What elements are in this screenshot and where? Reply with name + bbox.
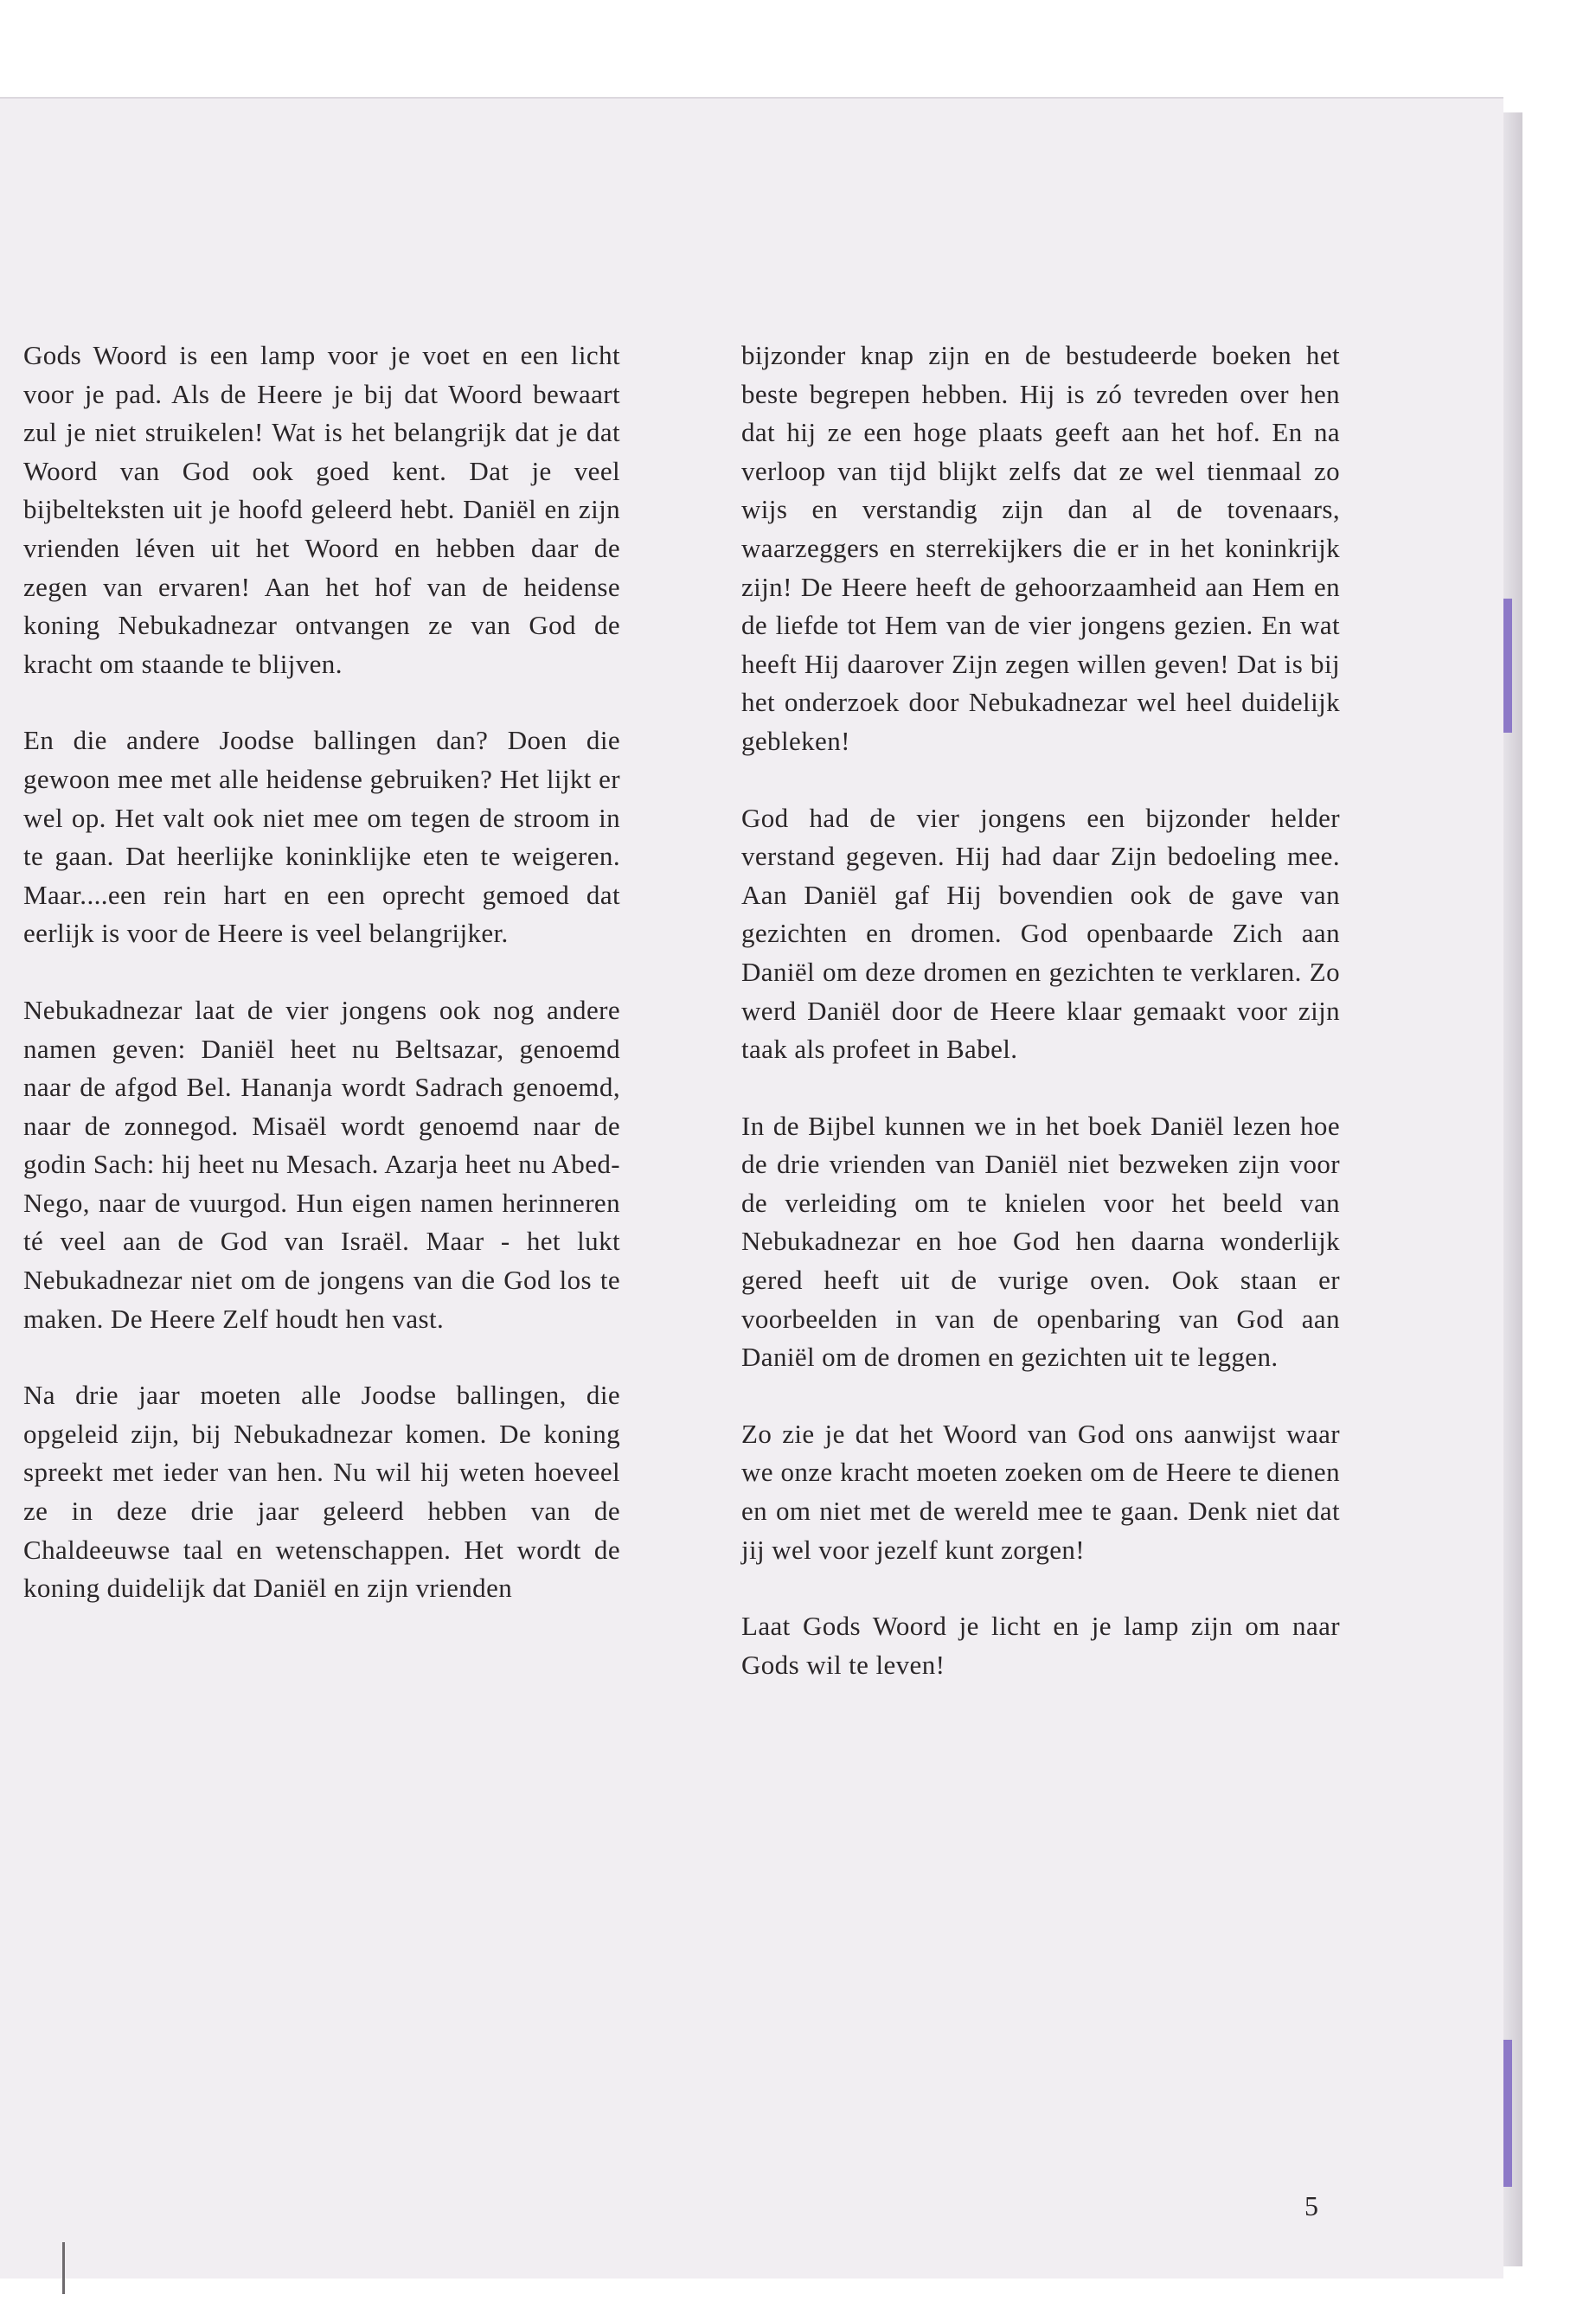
scan-artifact [62,2242,65,2294]
paragraph: Zo zie je dat het Woord van God ons aanwijst waar we onze kracht moeten zoeken om de Heere te dienen en om niet met de wereld mee te gaan. Denk niet dat jij wel voor jezelf kunt zorgen! [741,1418,1340,1565]
paragraph: Laat Gods Woord je licht en je lamp zijn om naar Gods wil te leven! [741,1611,1340,1680]
left-column [23,336,620,1646]
paragraph: Nebukadnezar laat de vier jongens ook nog andere namen geven: Daniël heet nu Beltsazar, genoemd naar de afgod Bel. Hananja wordt Sadrach genoemd, naar de zonnegod. Misaël wordt genoemd naar de godin Sach: hij heet nu Mesach. Azarja heet nu Abed-Nego, naar de vuurgod. Hun eigen namen herinneren té veel aan de God van Israël. Maar - het lukt Nebukadnezar niet om de jongens van die God los te maken. De Heere Zelf houdt hen vast. [23,994,620,1334]
paragraph: Gods Woord is een lamp voor je voet en een licht voor je pad. Als de Heere je bij dat Woord bewaart zul je niet struikelen! Wat is het belangrijk dat je dat Woord van God ook goed kent. Dat je veel bijbelteksten uit je hoofd geleerd hebt. Daniël en zijn vrienden léven uit het Woord en hebben daar de zegen van ervaren! Aan het hof van de heidense koning Nebukadnezar ontvangen ze van God de kracht om staande te blijven. [23,340,620,679]
page-edge [1503,112,1522,2266]
paragraph: En die andere Joodse ballingen dan? Doen die gewoon mee met alle heidense gebruiken? Het lijkt er wel op. Het valt ook niet mee om tegen de stroom in te gaan. Dat heerlijke koninklijke eten te weigeren. Maar....een rein hart en een oprecht gemoed dat eerlijk is voor de Heere is veel belangrijker. [23,725,620,949]
paragraph: Na drie jaar moeten alle Joodse ballingen, die opgeleid zijn, bij Nebukadnezar komen. De koning spreekt met ieder van hen. Nu wil hij weten hoeveel ze in deze drie jaar geleerd hebben van de Chaldeeuwse taal en wetenschappen. Het wordt de koning duidelijk dat Daniël en zijn vrienden [23,1380,620,1604]
section-tab-marker [1503,2040,1512,2187]
magazine-page [0,97,1503,2279]
right-column [741,336,1340,1722]
paragraph: God had de vier jongens een bijzonder helder verstand gegeven. Hij had daar Zijn bedoeling mee. Aan Daniël gaf Hij bovendien ook de gave van gezichten en dromen. God openbaarde Zich aan Daniël om deze dromen en gezichten te verklaren. Zo werd Daniël door de Heere klaar gemaakt voor zijn taak als profeet in Babel. [741,802,1340,1065]
paragraph: In de Bijbel kunnen we in het boek Daniël lezen hoe de drie vrienden van Daniël niet bezweken zijn voor de verleiding om te knielen voor het beeld van Nebukadnezar en hoe God hen daarna wonderlijk gered heeft uit de vurige oven. Ook staan er voorbeelden in van de openbaring van God aan Daniël om de dromen en gezichten uit te leggen. [741,1110,1340,1373]
page-number: 5 [1304,2190,1318,2221]
paragraph: bijzonder knap zijn en de bestudeerde boeken het beste begrepen hebben. Hij is zó tevreden over hen dat hij ze een hoge plaats geeft aan het hof. En na verloop van tijd blijkt zelfs dat ze wel tienmaal zo wijs en verstandig zijn dan al de tovenaars, waarzeggers en sterrekijkers die er in het koninkrijk zijn! De Heere heeft de gehoorzaamheid aan Hem en de liefde tot Hem van de vier jongens gezien. En wat heeft Hij daarover Zijn zegen willen geven! Dat is bij het onderzoek door Nebukadnezar wel heel duidelijk gebleken! [741,340,1340,756]
section-tab-marker [1503,599,1512,733]
